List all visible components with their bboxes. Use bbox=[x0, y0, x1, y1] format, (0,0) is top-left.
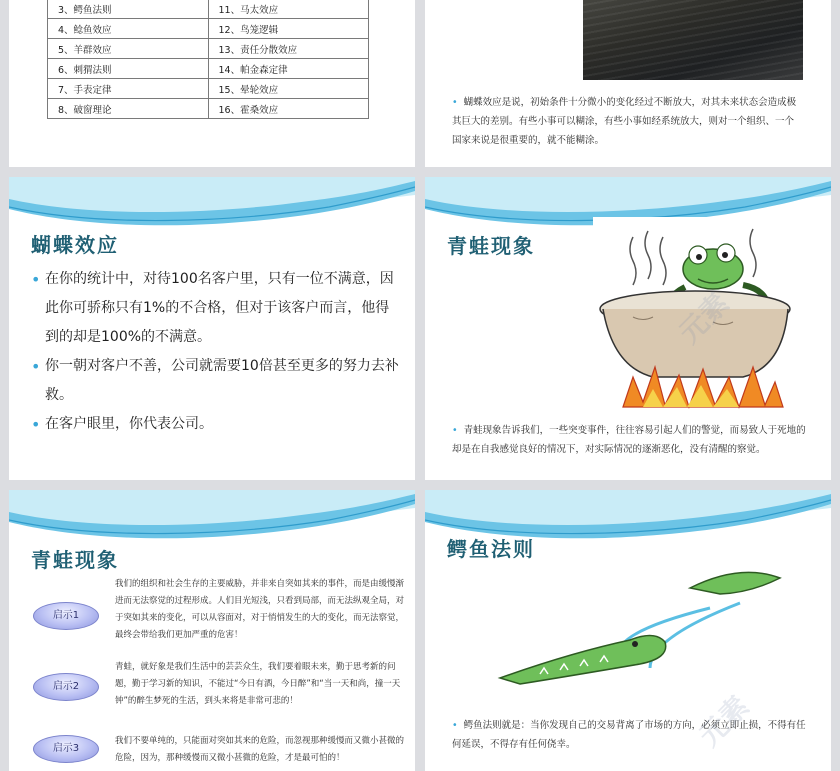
table-cell: 16、霍桑效应 bbox=[208, 99, 369, 119]
paragraph-text: 蝴蝶效应是说，初始条件十分微小的变化经过不断放大，对其未来状态会造成极其巨大的差别。有些小事可以糊涂，有些小事如经系统放大，则对一个组织、一个国家来说是很重要的，就不能糊涂。 bbox=[452, 97, 797, 146]
table-cell: 15、晕轮效应 bbox=[208, 79, 369, 99]
slide-title: 青蛙现象 bbox=[447, 234, 535, 258]
hint-text: 我们的组织和社会生存的主要威胁，并非来自突如其来的事件，而是由缓慢渐进而无法察觉的过程形成。人们目光短浅，只看到局部，而无法纵观全局，对于突如其来的变化，可以从容面对，对于悄悄发生的大的变化，而无法察觉，最终会带给我们更加严重的危害！ bbox=[115, 579, 405, 640]
slide-title: 蝴蝶效应 bbox=[31, 233, 119, 257]
frog-pot-icon bbox=[593, 217, 797, 415]
paragraph-text: 青蛙现象告诉我们，一些突变事件，往往容易引起人们的警觉，而易致人于死地的却是在自我感觉良好的情况下，对实际情况的逐渐恶化，没有清醒的察觉。 bbox=[452, 425, 806, 455]
table-cell: 14、帕金森定律 bbox=[208, 59, 369, 79]
table-cell: 6、刺猬法则 bbox=[48, 59, 209, 79]
table-cell: 8、破窗理论 bbox=[48, 99, 209, 119]
table-row bbox=[48, 99, 369, 119]
watermark: 元素 bbox=[692, 689, 756, 753]
paragraph bbox=[452, 421, 812, 459]
paragraph bbox=[452, 716, 807, 754]
paragraph-text: 鳄鱼法则就是：当你发现自己的交易背离了市场的方向，必须立即止损，不得有任何延误，不得存有任何侥幸。 bbox=[452, 720, 806, 750]
table-row bbox=[48, 39, 369, 59]
list-item: • 在你的统计中，对待100名客户里，只有一位不满意，因此你可骄称只有1%的不合格，但对于该客户而言，他得到的却是100%的不满意。 bbox=[31, 265, 401, 352]
table-cell: 13、责任分散效应 bbox=[208, 39, 369, 59]
slide-title: 青蛙现象 bbox=[31, 548, 119, 572]
slide-frog-hints[interactable] bbox=[9, 490, 415, 771]
slide-butterfly-effect[interactable] bbox=[9, 177, 415, 480]
table-cell: 3、鳄鱼法则 bbox=[48, 0, 209, 19]
crocodile-icon bbox=[480, 568, 798, 693]
table-row bbox=[48, 79, 369, 99]
slide-frog-phenomenon[interactable] bbox=[425, 177, 831, 480]
table-row bbox=[48, 19, 369, 39]
slide-effects-list[interactable] bbox=[9, 0, 415, 167]
slide-crocodile-rule[interactable] bbox=[425, 490, 831, 771]
dark-water-photo bbox=[583, 0, 803, 80]
hint-text: 青蛙，就好象是我们生活中的芸芸众生，我们要着眼未来，勤于思考新的问题，勤于学习新的知识，不能过“今日有酒，今日醉”和“当一天和尚，撞一天钟”的醉生梦死的生活，到头来将是非常可悲的！ bbox=[115, 662, 401, 706]
list-item: • 在客户眼里，你代表公司。 bbox=[31, 410, 401, 439]
bullet-list bbox=[31, 265, 401, 439]
effects-table bbox=[47, 0, 369, 119]
hint-badge[interactable]: 启示3 bbox=[33, 735, 99, 763]
table-cell: 5、羊群效应 bbox=[48, 39, 209, 59]
list-item: • 你一朝对客户不善，公司就需要10倍甚至更多的努力去补救。 bbox=[31, 352, 401, 410]
table-cell: 4、鲶鱼效应 bbox=[48, 19, 209, 39]
table-cell: 12、鸟笼逻辑 bbox=[208, 19, 369, 39]
wave-header-decoration bbox=[9, 490, 415, 550]
hint-text: 我们不要单纯的，只能面对突如其来的危险，而忽视那种缓慢而又微小甚微的危险，因为，那种缓慢而又微小甚微的危险，才是最可怕的！ bbox=[115, 736, 405, 763]
slide-title: 鳄鱼法则 bbox=[447, 537, 535, 561]
table-row bbox=[48, 59, 369, 79]
wave-header-decoration bbox=[9, 177, 415, 237]
bullet-dot-icon: • bbox=[452, 97, 458, 108]
frog-in-pot-illustration bbox=[593, 217, 797, 415]
hint-badge[interactable]: 启示1 bbox=[33, 602, 99, 630]
table-cell: 7、手表定律 bbox=[48, 79, 209, 99]
crocodile-illustration bbox=[480, 568, 798, 693]
table-row bbox=[48, 0, 369, 19]
table-cell: 11、马太效应 bbox=[208, 0, 369, 19]
bullet-dot-icon: • bbox=[452, 720, 458, 731]
hint-badge[interactable]: 启示2 bbox=[33, 673, 99, 701]
paragraph bbox=[452, 93, 802, 150]
bullet-dot-icon: • bbox=[452, 425, 458, 436]
slide-butterfly-explanation[interactable] bbox=[425, 0, 831, 167]
